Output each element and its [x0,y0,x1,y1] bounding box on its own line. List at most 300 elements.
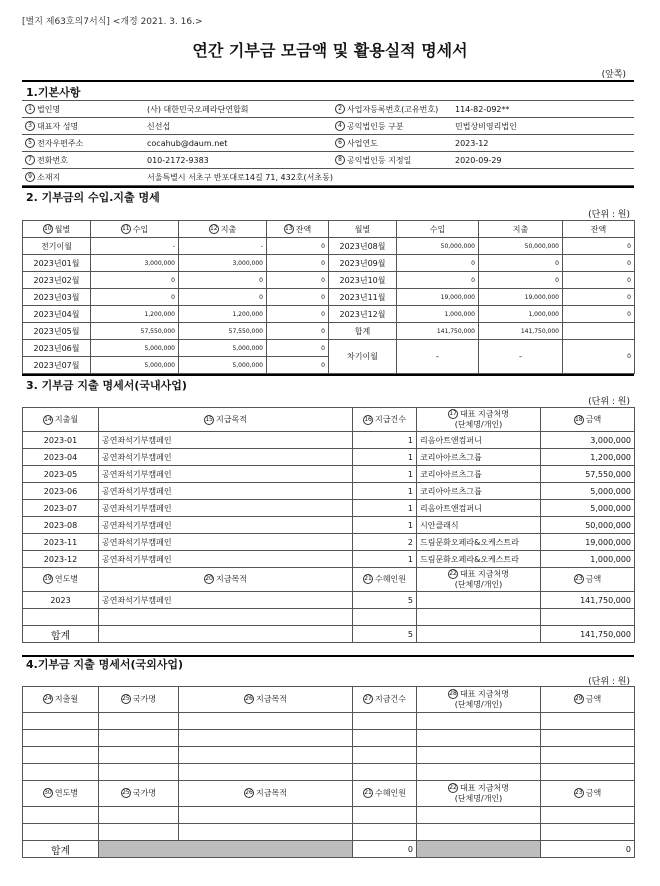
month-cell: 2023년05월 [23,323,91,340]
blank-cell [541,609,635,626]
blank-cell [417,713,541,730]
count-cell: 5 [353,592,417,609]
purpose-cell: 공연좌석기부캠페인 [99,592,353,609]
blank-cell [541,713,635,730]
count-cell: 1 [353,449,417,466]
recipient-cell: 코리아아르츠그룹 [417,449,541,466]
num-badge: 22 [449,570,457,578]
biz-no-label: 사업자등록번호(고유번호) [347,104,439,114]
blank-cell [353,713,417,730]
month-cell: 전기이월 [23,238,91,255]
col-month: 월별 [54,224,71,234]
num-badge: 22 [449,784,457,792]
num-badge: 21 [364,789,372,797]
blank-cell [99,747,179,764]
year-label: 사업연도 [347,138,378,148]
amount-cell: 141,750,000 [541,592,635,609]
col-recipient [417,781,541,807]
col-count-text: 지급건수 [375,694,406,704]
num-badge: 11 [121,225,130,232]
col-country [99,781,179,807]
amount-cell: 19,000,000 [541,534,635,551]
income-cell: 141,750,000 [397,323,479,340]
col-amount-text: 금액 [585,574,602,584]
col-country [99,687,179,713]
page-side: (앞쪽) [601,70,626,80]
divider [22,80,634,82]
unit-label: (단위 : 원) [588,397,630,407]
domestic-row [23,534,635,551]
recipient-cell: 리음아트앤컴퍼니 [417,500,541,517]
col-recipient [417,687,541,713]
blank-cell [417,626,541,643]
blank-row [23,609,635,626]
count-cell: 1 [353,483,417,500]
month-cell: 2023년04월 [23,306,91,323]
income-cell: 5,000,000 [91,357,179,374]
unit-label: (단위 : 원) [588,677,630,687]
col-month: 지출월 [54,415,79,424]
num-badge: 15 [205,415,213,423]
blank-cell [179,807,353,824]
carry-expense-cell: - [479,340,563,374]
total-label: 합계 [23,841,99,858]
purpose-cell: 공연좌석기부캠페인 [99,432,353,449]
col-purpose-text: 지급목적 [216,574,247,584]
num-badge: 25 [122,789,130,797]
blank-cell [179,713,353,730]
blank-cell [541,747,635,764]
date-value: 2020-09-29 [452,152,634,169]
num-badge: 18 [574,415,583,423]
num-badge: 2 [335,104,345,114]
col-recipient-sub: (단체명/개인) [454,579,503,589]
month-cell: 2023-08 [23,517,99,534]
col-purpose [99,568,353,592]
col-purpose [179,781,353,807]
expense-cell: 57,550,000 [179,323,267,340]
domestic-year-row [23,592,635,609]
income-row [23,340,635,357]
col-beneficiaries-text: 수혜인원 [375,574,406,584]
col-month-text: 지출월 [54,694,79,704]
blank-cell [417,764,541,781]
form-number: [별지 제63호의7서식] <개정 2021. 3. 16.> [22,17,203,27]
income-header-row [23,221,635,238]
col-amount-text: 금액 [585,788,602,798]
blank-row [23,747,635,764]
month-cell: 합계 [329,323,397,340]
expense-cell: 0 [479,272,563,289]
blank-cell [23,747,99,764]
num-badge: 16 [364,415,372,423]
col-purpose [179,687,353,713]
expense-cell: 3,000,000 [179,255,267,272]
biz-no-value: 114-82-092** [452,101,634,118]
total-label: 합계 [23,626,99,643]
recipient-cell: 드림문화오페라&오케스트라 [417,551,541,568]
amount-cell: 1,000,000 [541,551,635,568]
income-cell: 0 [91,289,179,306]
domestic-header2-row [23,568,635,592]
income-row [23,272,635,289]
blank-cell [99,807,179,824]
num-badge: 29 [574,695,583,703]
amount-cell: 57,550,000 [541,466,635,483]
num-badge: 10 [43,225,52,232]
num-badge: 25 [122,695,130,703]
blank-row [23,730,635,747]
col-month [23,687,99,713]
domestic-row [23,551,635,568]
num-badge: 26 [245,789,253,797]
blank-row [23,807,635,824]
col-year [23,781,99,807]
month-cell: 2023-04 [23,449,99,466]
blank-cell [353,764,417,781]
carry-balance-cell: 0 [563,340,635,374]
income-cell: 0 [91,272,179,289]
month-cell: 2023년11월 [329,289,397,306]
date-label: 공익법인등 지정일 [347,155,412,165]
basic-row [22,169,634,186]
col-recipient-text: 대표 지급처명 [460,783,509,793]
col-year [23,568,99,592]
blank-row [23,713,635,730]
num-badge: 20 [205,575,213,583]
col-purpose: 지급목적 [216,415,247,424]
col-recipient: 대표 지급처명 [460,409,509,419]
month-cell: 2023년07월 [23,357,91,374]
recipient-cell: 코리아아르츠그룹 [417,466,541,483]
recipient-cell: 코리아아르츠그룹 [417,483,541,500]
blank-row [23,764,635,781]
count-cell: 1 [353,432,417,449]
expense-cell: 5,000,000 [179,340,267,357]
blank-row [23,824,635,841]
income-cell: 3,000,000 [91,255,179,272]
balance-cell: 0 [267,323,329,340]
addr-label: 소재지 [37,172,61,182]
month-cell: 2023년12월 [329,306,397,323]
income-cell: 1,000,000 [397,306,479,323]
recipient-cell: 리음아트앤컴퍼니 [417,432,541,449]
num-badge: 7 [25,155,35,165]
col-amount [541,781,635,807]
month-cell: 2023년10월 [329,272,397,289]
type-value: 민법상비영리법인 [452,118,634,135]
amount-cell: 5,000,000 [541,500,635,517]
total-count: 0 [353,841,417,858]
blank-cell [99,626,353,643]
basic-info-table [22,100,634,186]
col-recipient-text: 대표 지급처명 [460,689,509,699]
num-badge: 13 [284,225,293,232]
purpose-cell: 공연좌석기부캠페인 [99,500,353,517]
rep-label: 대표자 성명 [37,121,79,131]
income-row [23,306,635,323]
col-amount-text: 금액 [585,694,602,704]
col-balance: 잔액 [295,224,312,234]
amount-cell: 5,000,000 [541,483,635,500]
expense-cell: 0 [179,289,267,306]
basic-row [22,152,634,169]
domestic-row [23,432,635,449]
blank-cell [541,824,635,841]
blank-cell [179,824,353,841]
domestic-row [23,500,635,517]
num-badge: 6 [335,138,345,148]
num-badge: 12 [209,225,218,232]
expense-cell: 1,200,000 [179,306,267,323]
purpose-cell: 공연좌석기부캠페인 [99,449,353,466]
count-cell: 1 [353,551,417,568]
num-badge: 23 [574,575,583,583]
month-cell: 2023년09월 [329,255,397,272]
blank-cell [541,730,635,747]
col-recipient-sub: (단체명/개인) [454,793,503,803]
num-badge: 23 [574,789,583,797]
blank-cell [23,713,99,730]
month-cell: 2023년08월 [329,238,397,255]
recipient-cell: 시안클래식 [417,517,541,534]
expense-cell: 5,000,000 [179,357,267,374]
basic-row [22,135,634,152]
col-beneficiaries-text: 수혜인원 [375,788,406,798]
blank-cell [99,764,179,781]
income-cell: 0 [397,255,479,272]
expense-cell: 141,750,000 [479,323,563,340]
expense-cell: 0 [179,272,267,289]
balance-cell: 0 [267,238,329,255]
col-count [353,687,417,713]
expense-cell: 19,000,000 [479,289,563,306]
month-cell: 2023-06 [23,483,99,500]
num-badge: 4 [335,121,345,131]
domestic-row [23,483,635,500]
divider [22,374,634,376]
unit-label: (단위 : 원) [588,210,630,220]
email-label: 전자우편주소 [37,138,84,148]
total-count: 5 [353,626,417,643]
blank-cell [353,747,417,764]
balance-cell: 0 [563,289,635,306]
email-value: cocahub@daum.net [144,135,332,152]
blank-cell [417,609,541,626]
amount-cell: 50,000,000 [541,517,635,534]
num-badge: 5 [25,138,35,148]
balance-cell: 0 [267,357,329,374]
income-cell: 50,000,000 [397,238,479,255]
blank-cell [353,609,417,626]
balance-cell: 0 [267,255,329,272]
corp-name-label: 법인명 [37,104,61,114]
num-badge: 17 [449,410,457,418]
recipient-cell [417,592,541,609]
type-label: 공익법인등 구분 [347,121,404,131]
foreign-header2-row [23,781,635,807]
col-country-text: 국가명 [132,694,157,704]
carry-income-cell: - [397,340,479,374]
col-beneficiaries [353,781,417,807]
income-cell: 57,550,000 [91,323,179,340]
col-income: 수입 [132,224,149,234]
basic-row [22,101,634,118]
income-row [23,255,635,272]
count-cell: 1 [353,500,417,517]
income-cell: 19,000,000 [397,289,479,306]
expense-cell: 1,000,000 [479,306,563,323]
amount-cell: 3,000,000 [541,432,635,449]
count-cell: 1 [353,466,417,483]
domestic-row [23,449,635,466]
col-recipient [417,568,541,592]
blank-cell [23,730,99,747]
col-count: 지급건수 [375,415,406,424]
phone-label: 전화번호 [37,155,68,165]
num-badge: 24 [44,695,52,703]
count-cell: 1 [353,517,417,534]
shaded-cell [417,841,541,858]
num-badge: 19 [44,575,52,583]
total-amount: 0 [541,841,635,858]
blank-cell [99,730,179,747]
month-cell: 2023년01월 [23,255,91,272]
expense-cell: - [179,238,267,255]
num-badge: 30 [44,789,52,797]
num-badge: 28 [449,690,457,698]
month-cell: 2023-01 [23,432,99,449]
num-badge: 1 [25,104,35,114]
col-recipient-sub: (단체명/개인) [454,419,503,429]
foreign-table [22,686,635,858]
blank-cell [417,824,541,841]
col-recipient-sub: (단체명/개인) [454,699,503,709]
purpose-cell: 공연좌석기부캠페인 [99,551,353,568]
month-cell: 2023-05 [23,466,99,483]
year-value: 2023-12 [452,135,634,152]
income-row [23,323,635,340]
income-cell: - [91,238,179,255]
col-purpose-text: 지급목적 [256,694,287,704]
balance-cell: 0 [563,238,635,255]
basic-row [22,118,634,135]
expense-cell: 0 [479,255,563,272]
balance-cell [563,323,635,340]
num-badge: 26 [245,695,253,703]
corp-name-value: (사) 대한민국오페라단연합회 [144,101,332,118]
col-month: 월별 [329,221,397,238]
shaded-cell [99,841,353,858]
page-title: 연간 기부금 모금액 및 활용실적 명세서 [192,41,468,60]
carry-month-cell: 차기이월 [329,340,397,374]
col-beneficiaries [353,568,417,592]
blank-cell [99,609,353,626]
blank-cell [23,609,99,626]
blank-cell [179,747,353,764]
col-recipient-text: 대표 지급처명 [460,569,509,579]
foreign-header-row [23,687,635,713]
blank-cell [179,764,353,781]
income-cell: 1,200,000 [91,306,179,323]
section-foreign-title: 4.기부금 지출 명세서(국외사업) [26,658,184,671]
income-row [23,289,635,306]
month-cell: 2023-11 [23,534,99,551]
blank-cell [417,730,541,747]
domestic-table [22,407,635,643]
rep-value: 신선섭 [144,118,332,135]
col-income: 수입 [397,221,479,238]
domestic-row [23,517,635,534]
year-cell: 2023 [23,592,99,609]
domestic-header-row [23,408,635,432]
blank-cell [99,713,179,730]
month-cell: 2023-07 [23,500,99,517]
count-cell: 2 [353,534,417,551]
addr-value: 서울특별시 서초구 반포대로14길 71, 432호(서초동) [144,169,634,186]
divider [22,186,634,188]
num-badge: 3 [25,121,35,131]
num-badge: 8 [335,155,345,165]
balance-cell: 0 [563,272,635,289]
blank-cell [353,824,417,841]
month-cell: 2023-12 [23,551,99,568]
recipient-cell: 드림문화오페라&오케스트라 [417,534,541,551]
amount-cell: 1,200,000 [541,449,635,466]
balance-cell: 0 [267,340,329,357]
section-domestic-title: 3. 기부금 지출 명세서(국내사업) [26,379,187,392]
col-expense: 지출 [479,221,563,238]
blank-cell [179,730,353,747]
purpose-cell: 공연좌석기부캠페인 [99,534,353,551]
blank-cell [353,730,417,747]
col-expense: 지출 [220,224,237,234]
balance-cell: 0 [267,272,329,289]
blank-cell [417,747,541,764]
total-amount: 141,750,000 [541,626,635,643]
balance-cell: 0 [267,306,329,323]
blank-cell [417,807,541,824]
income-cell: 0 [397,272,479,289]
phone-value: 010-2172-9383 [144,152,332,169]
blank-cell [541,807,635,824]
num-badge: 27 [364,695,372,703]
col-year-text: 연도별 [54,574,79,584]
balance-cell: 0 [563,255,635,272]
month-cell: 2023년03월 [23,289,91,306]
month-cell: 2023년06월 [23,340,91,357]
col-purpose-text: 지급목적 [256,788,287,798]
blank-cell [23,824,99,841]
foreign-total-row [23,841,635,858]
col-amount: 금액 [585,415,602,424]
col-country-text: 국가명 [132,788,157,798]
col-year-text: 연도별 [54,788,79,798]
purpose-cell: 공연좌석기부캠페인 [99,517,353,534]
month-cell: 2023년02월 [23,272,91,289]
domestic-row [23,466,635,483]
balance-cell: 0 [267,289,329,306]
purpose-cell: 공연좌석기부캠페인 [99,483,353,500]
col-balance: 잔액 [563,221,635,238]
blank-cell [353,807,417,824]
income-cell: 5,000,000 [91,340,179,357]
num-badge: 9 [25,172,35,182]
purpose-cell: 공연좌석기부캠페인 [99,466,353,483]
num-badge: 21 [364,575,372,583]
expense-cell: 50,000,000 [479,238,563,255]
domestic-total-row [23,626,635,643]
